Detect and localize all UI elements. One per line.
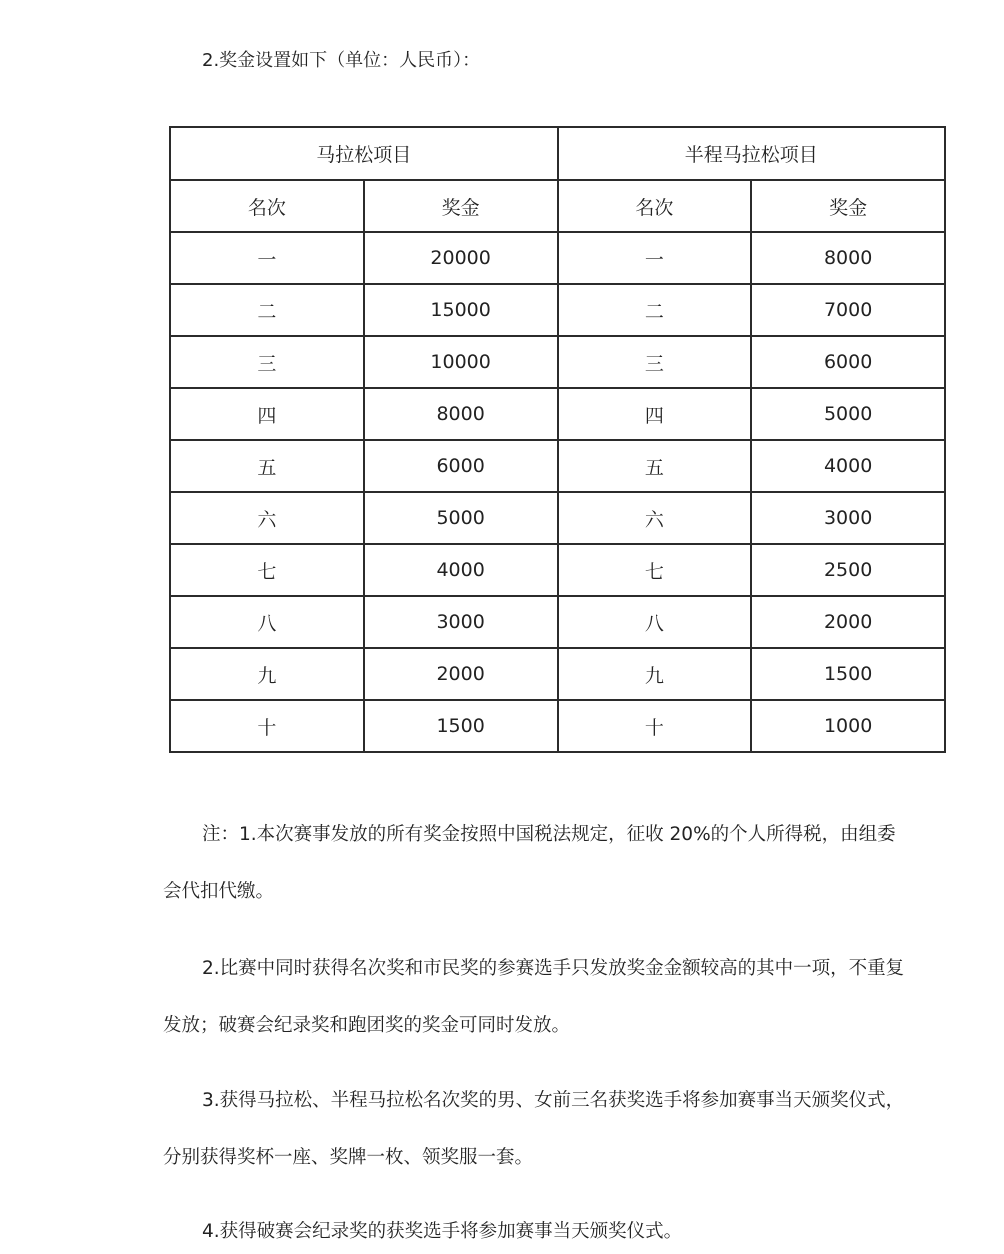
prize-cell: 1500 [751,648,945,700]
prize-column-header: 奖金 [751,180,945,232]
prize-cell: 8000 [364,388,558,440]
prize-cell: 6000 [751,336,945,388]
half-marathon-group-header: 半程马拉松项目 [558,127,946,180]
table-group-header-row [170,127,945,180]
table-row [170,336,945,388]
rank-cell: 一 [558,232,752,284]
table-row [170,232,945,284]
table-row [170,544,945,596]
rank-cell: 五 [170,440,364,492]
prize-cell: 4000 [364,544,558,596]
rank-cell: 三 [558,336,752,388]
note-2-line-2: 发放；破赛会纪录奖和跑团奖的奖金可同时发放。 [163,1015,571,1036]
table-row [170,440,945,492]
rank-cell: 九 [558,648,752,700]
rank-cell: 一 [170,232,364,284]
rank-cell: 十 [558,700,752,752]
prize-cell: 5000 [751,388,945,440]
prize-cell: 2500 [751,544,945,596]
rank-cell: 五 [558,440,752,492]
prize-cell: 7000 [751,284,945,336]
note-4-line-1: 4.获得破赛会纪录奖的获奖选手将参加赛事当天颁奖仪式。 [202,1221,683,1242]
rank-cell: 四 [558,388,752,440]
rank-cell: 八 [558,596,752,648]
prize-table [169,126,946,753]
prize-heading: 2.奖金设置如下（单位：人民币）： [202,50,481,71]
rank-cell: 七 [558,544,752,596]
table-row [170,700,945,752]
rank-cell: 八 [170,596,364,648]
prize-cell: 3000 [364,596,558,648]
prize-cell: 8000 [751,232,945,284]
table-row [170,388,945,440]
prize-cell: 2000 [364,648,558,700]
prize-cell: 3000 [751,492,945,544]
prize-cell: 15000 [364,284,558,336]
rank-cell: 六 [558,492,752,544]
rank-column-header: 名次 [170,180,364,232]
rank-cell: 七 [170,544,364,596]
rank-cell: 二 [558,284,752,336]
prize-cell: 2000 [751,596,945,648]
prize-cell: 4000 [751,440,945,492]
rank-cell: 二 [170,284,364,336]
prize-cell: 1000 [751,700,945,752]
prize-cell: 6000 [364,440,558,492]
prize-cell: 5000 [364,492,558,544]
prize-cell: 10000 [364,336,558,388]
note-2-line-1: 2.比赛中同时获得名次奖和市民奖的参赛选手只发放奖金金额较高的其中一项，不重复 [202,958,905,979]
rank-cell: 六 [170,492,364,544]
prize-column-header: 奖金 [364,180,558,232]
table-row [170,648,945,700]
note-3-line-1: 3.获得马拉松、半程马拉松名次奖的男、女前三名获奖选手将参加赛事当天颁奖仪式， [202,1090,905,1111]
rank-cell: 十 [170,700,364,752]
marathon-group-header: 马拉松项目 [170,127,558,180]
prize-cell: 20000 [364,232,558,284]
rank-cell: 四 [170,388,364,440]
table-row [170,596,945,648]
rank-column-header: 名次 [558,180,752,232]
table-subheader-row [170,180,945,232]
prize-cell: 1500 [364,700,558,752]
note-1-line-1: 注：1.本次赛事发放的所有奖金按照中国税法规定，征收 20%的个人所得税，由组委 [202,824,896,845]
table-row [170,492,945,544]
note-1-line-2: 会代扣代缴。 [163,881,275,902]
rank-cell: 九 [170,648,364,700]
table-row [170,284,945,336]
rank-cell: 三 [170,336,364,388]
note-3-line-2: 分别获得奖杯一座、奖牌一枚、领奖服一套。 [163,1147,534,1168]
